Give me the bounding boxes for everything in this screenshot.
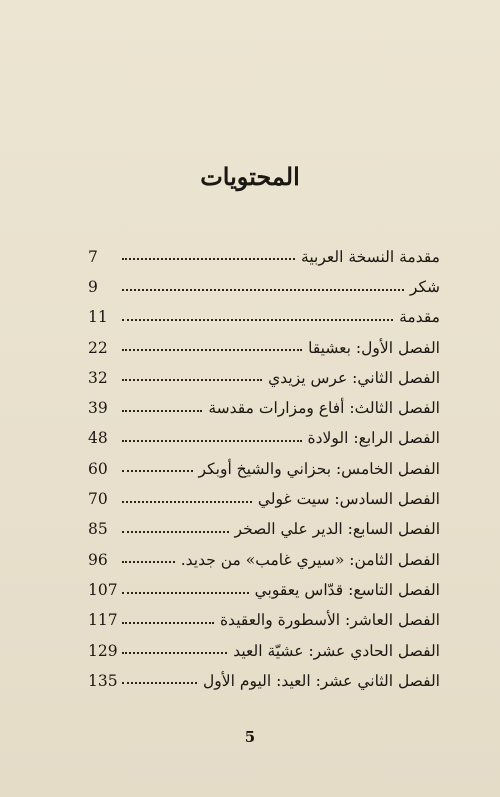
leader-dots [122,258,295,260]
toc-entry [88,387,440,417]
entry-title: الفصل السادس: سيت غولي [257,490,440,509]
entry-title: شكر [409,278,440,296]
toc-entry [88,266,440,296]
entry-title: الفصل العاشر: الأسطورة والعقيدة [219,611,440,630]
leader-dots [122,531,229,533]
toc-entry [88,327,440,357]
leader-dots [122,682,197,684]
entry-title: مقدمة النسخة العربية [301,247,440,266]
entry-title: مقدمة [399,308,440,327]
leader-dots [122,410,202,412]
toc-entry [88,418,440,448]
entry-title: الفصل التاسع: قدّاس يعقوبي [254,580,440,599]
entry-title: الفصل الرابع: الولادة [307,429,440,448]
page-number: 5 [244,728,256,746]
entry-page-number: 22 [88,338,108,357]
entry-title: الفصل الثاني عشر: العيد: اليوم الأول [203,671,440,690]
leader-dots [122,501,252,503]
entry-page-number: 11 [88,308,108,327]
leader-dots [122,319,393,321]
entry-page-number: 85 [88,520,108,539]
contents-heading: المحتويات [200,162,300,191]
entry-page-number: 135 [88,671,118,690]
entry-title: الفصل الثالث: أفاع ومزارات مقدسة [208,399,440,418]
entry-page-number: 32 [88,368,108,387]
entry-page-number: 70 [88,490,108,509]
toc-entry [88,478,440,508]
leader-dots [122,440,302,442]
entry-title: الفصل السابع: الدير علي الصخر [234,520,440,539]
toc-entry [88,448,440,478]
entry-page-number: 9 [88,278,98,296]
entry-page-number: 48 [88,429,108,448]
table-of-contents [88,236,440,690]
entry-page-number: 96 [88,550,108,569]
leader-dots [122,289,404,291]
toc-entry [88,297,440,327]
leader-dots [122,379,262,381]
toc-entry [88,539,440,569]
entry-title: الفصل الأول: بعشيقا [308,338,440,357]
leader-dots [122,561,175,563]
leader-dots [122,470,193,472]
toc-entry [88,660,440,690]
entry-page-number: 7 [88,247,98,266]
leader-dots [122,349,302,351]
toc-entry [88,236,440,266]
entry-title: الفصل الثامن: «سيري غامب» من جديد. [180,550,440,569]
toc-entry [88,630,440,660]
toc-entry [88,600,440,630]
toc-entry [88,569,440,599]
entry-page-number: 117 [88,611,118,630]
leader-dots [122,652,227,654]
entry-page-number: 60 [88,459,108,478]
entry-title: الفصل الحادي عشر: عشيّة العيد [233,641,440,660]
entry-title: الفصل الخامس: بحزاني والشيخ أوبكر [198,459,440,478]
leader-dots [122,622,214,624]
entry-page-number: 39 [88,399,108,418]
entry-title: الفصل الثاني: عرس يزيدي [268,368,440,387]
toc-entry [88,357,440,387]
toc-entry [88,509,440,539]
entry-page-number: 129 [88,641,118,660]
entry-page-number: 107 [88,580,118,599]
leader-dots [122,592,249,594]
